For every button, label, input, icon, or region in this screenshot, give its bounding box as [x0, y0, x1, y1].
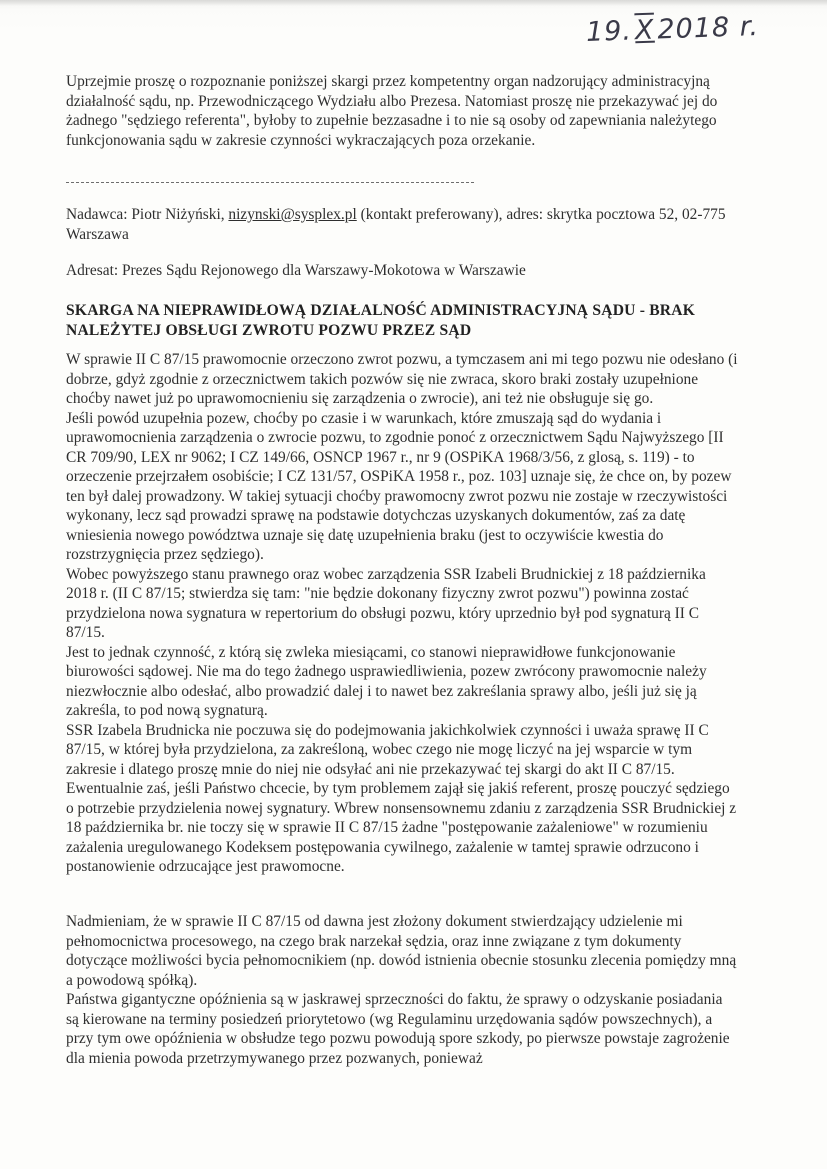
sender-suffix: (kontakt preferowany), adres: skrytka pocztowa 52, 02-775 Warszawa: [66, 206, 726, 243]
handwritten-date-day: 19.: [585, 15, 633, 49]
body-paragraph-6: Nadmieniam, że w sprawie II C 87/15 od dawna jest złożony dokument stwierdzający udzielenie mi pełnomocnictwa procesowego, na czego brak narzekał sędzia, oraz inne związane z tym dokumenty dotyczące możliwości bycia pełnomocnikiem (np. dowód istnienia obecnie stosunku zlecenia pomiędzy mną a powodową spółką).: [66, 913, 737, 989]
dashed-divider: [66, 182, 474, 183]
body-paragraph-4: Jest to jednak czynność, z którą się zwleka miesiącami, co stanowi nieprawidłowe funkcjonowanie biurowości sądowej. Nie ma do tego żadnego usprawiedliwienia, pozew zwrócony prawomocnie należy niezwłocznie albo odesłać, albo prowadzić dalej i to nawet bez zakreślania sprawy albo, jeśli już się ją zakreśla, to pod nową sygnaturą.: [66, 643, 707, 719]
handwritten-date: [586, 11, 760, 48]
body-paragraph-3: Wobec powyższego stanu prawnego oraz wobec zarządzenia SSR Izabeli Brudnickiej z 18 października 2018 r. (II C 87/15; stwierdza się tam: "nie będzie dokonany fizyczny zwrot pozwu") powinna zostać przydzielona nowa sygnatura w repertorium do obsługi pozwu, który uprzednio był pod sygnaturą II C 87/15.: [66, 565, 706, 641]
intro-paragraph: [66, 72, 738, 150]
body-paragraph-1: W sprawie II C 87/15 prawomocnie orzeczono zwrot pozwu, a tymczasem ani mi tego pozwu nie odesłano (i dobrze, gdyż zgodnie z orzecznictwem takich pozwów się nie zwraca, skoro braki zostały uzupełnione choćby nawet już po uprawomocnieniu się zarządzenia o zwrocie), ani też nie obsługuje się go.: [66, 351, 738, 407]
intro-text: Uprzejmie proszę o rozpoznanie poniższej skargi przez kompetentny organ nadzorujący administracyjną działalność sądu, np. Przewodniczącego Wydziału albo Prezesa. Natomiast proszę nie przekazywać jej do żadnego "sędziego referenta", byłoby to zupełnie bezzasadne i to nie są osoby od zapewniania należytego funkcjonowania sądu w zakresie czynności wykraczających poza orzekanie.: [66, 73, 718, 149]
document-title: SKARGA NA NIEPRAWIDŁOWĄ DZIAŁALNOŚĆ ADMINISTRACYJNĄ SĄDU - BRAK NALEŻYTEJ OBSŁUGI ZWROTU POZWU PRZEZ SĄD: [66, 302, 696, 339]
body-paragraph-7: Państwa gigantyczne opóźnienia są w jaskrawej sprzeczności do faktu, że sprawy o odzyskanie posiadania są kierowane na terminy posiedzeń priorytetowo (wg Regulaminu urzędowania sądów powszechnych), a przy tym owe opóźnienia w obsłudze tego pozwu powodują spore szkody, po pierwsze powstaje zagrożenie dla mienia powoda przetrzymywanego przez pozwanych, ponieważ: [66, 991, 730, 1067]
body-paragraph-5: SSR Izabela Brudnicka nie poczuwa się do podejmowania jakichkolwiek czynności i uważa sprawę II C 87/15, w której była przydzielona, za zakreśloną, wobec czego nie mogę liczyć na jej wsparcie w tym zakresie i dlatego proszę mnie do niej nie odsyłać ani nie przekazywać tej skargi do akt II C 87/15. Ewentualnie zaś, jeśli Państwo chcecie, by tym problemem zajął się jakiś referent, proszę pouczyć sędziego o potrzebie przydzielenia nowej sygnatury. Wbrew nonsensownemu zdaniu z zarządzenia SSR Brudnickiej z 18 października br. nie toczy się w sprawie II C 87/15 żadne "postępowanie zażaleniowe" w rozumieniu zażalenia uregulowanego Kodeksem postępowania cywilnego, zażalenie w tamtej sprawie odrzucono i postanowienie odrzucające jest prawomocne.: [66, 721, 737, 875]
handwritten-date-year: 2018 r.: [656, 10, 760, 46]
sender-email-link[interactable]: nizynski@sysplex.pl: [228, 206, 357, 223]
sender-line: [66, 205, 738, 244]
body-section-secondary: [66, 912, 738, 1068]
addressee-line: [66, 261, 738, 281]
scan-edge-shadow: [0, 0, 827, 6]
handwritten-date-month: X: [634, 14, 656, 47]
addressee-text: Adresat: Prezes Sądu Rejonowego dla Warszawy-Mokotowa w Warszawie: [66, 262, 526, 279]
body-paragraph-2: Jeśli powód uzupełnia pozew, choćby po czasie i w warunkach, które zmuszają sąd do wydania i uprawomocnienia zarządzenia o zwrocie pozwu, to zgodnie ponoć z orzecznictwem Sądu Najwyższego [II CR 709/90, LEX nr 9062; I CZ 149/66, OSNCP 1967 r., nr 9 (OSPiKA 1968/3/56, z glosą, s. 119) - to orzeczenie przejrzałem osobiście; I CZ 131/57, OSPiKA 1958 r., poz. 103] uznaje się, że chce on, by pozew ten był dalej prowadzony. W takiej sytuacji choćby prawomocny zwrot pozwu nie zostaje w rzeczywistości wykonany, lecz sąd prowadzi sprawę na podstawie dotychczas uzyskanych dokumentów, zaś za datę wniesienia nowego powództwa uznaje się datę uzupełnienia braku (jest to oczywiście kwestia do rozstrzygnięcia przez sędziego).: [66, 409, 732, 563]
sender-prefix: Nadawca: Piotr Niżyński,: [66, 206, 229, 223]
body-section-main: [66, 350, 738, 877]
